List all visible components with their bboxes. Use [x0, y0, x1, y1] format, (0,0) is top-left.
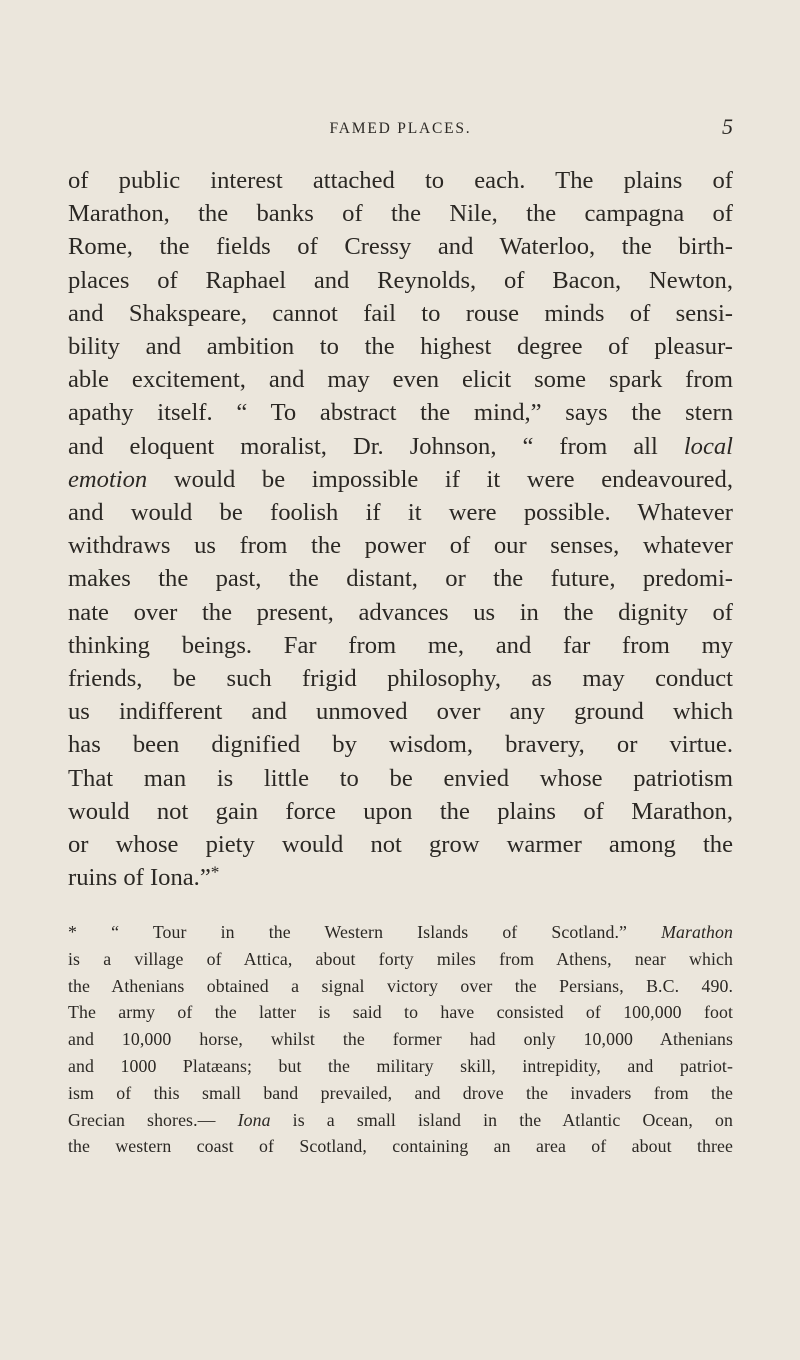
body-line — [68, 197, 733, 230]
body-text: * — [210, 862, 220, 882]
footnote-text: and 1000 Platæans; but the military skill, intrepidity, and patriot- — [68, 1055, 733, 1076]
footnote-line — [68, 973, 733, 1000]
body-line — [68, 164, 733, 197]
body-text: us indifferent and unmoved over any ground which — [68, 698, 733, 726]
footnote-text: * “ Tour in the Western Islands of Scotland.” — [68, 922, 662, 942]
body-line — [68, 430, 733, 463]
body-line — [68, 828, 733, 861]
body-paragraph — [68, 164, 733, 894]
body-text: and Shakspeare, cannot fail to rouse minds of sensi- — [68, 299, 733, 327]
body-text: local — [683, 432, 733, 460]
footnote-text: Grecian shores.— — [68, 1109, 238, 1130]
body-line — [68, 330, 733, 363]
footnote-line — [68, 1133, 733, 1160]
body-text: and would be foolish if it were possible. Whatever — [68, 499, 733, 527]
body-line — [68, 297, 733, 330]
body-text: ruins of Iona.” — [68, 864, 211, 892]
footnote-line — [68, 919, 733, 946]
body-line — [68, 230, 733, 263]
body-text: friends, be such frigid philosophy, as may conduct — [68, 665, 733, 693]
body-line — [68, 762, 733, 795]
running-head-title: FAMED PLACES. — [329, 120, 472, 137]
footnote-line — [68, 1107, 733, 1134]
body-line — [68, 529, 733, 562]
footnote-text: Iona — [237, 1109, 271, 1130]
body-text: emotion — [68, 465, 148, 493]
body-text: makes the past, the distant, or the future, predomi- — [68, 565, 733, 593]
body-text: nate over the present, advances us in the dignity of — [68, 598, 733, 626]
body-line — [68, 396, 733, 429]
body-text: and eloquent moralist, Dr. Johnson, “ from all — [68, 432, 684, 460]
footnote-text: is a village of Attica, about forty miles from Athens, near which — [68, 948, 733, 969]
body-text: Rome, the fields of Cressy and Waterloo, the birth- — [68, 233, 733, 261]
body-text: That man is little to be envied whose patriotism — [68, 764, 733, 792]
body-line — [68, 629, 733, 662]
body-text: able excitement, and may even elicit some spark from — [68, 366, 733, 394]
body-line — [68, 596, 733, 629]
footnote-line — [68, 946, 733, 973]
page-number: 5 — [722, 114, 733, 139]
body-line — [68, 496, 733, 529]
footnote-line — [68, 999, 733, 1026]
body-text: thinking beings. Far from me, and far from my — [68, 631, 733, 659]
body-text: withdraws us from the power of our senses, whatever — [68, 532, 733, 560]
footnote-text: ism of this small band prevailed, and drove the invaders from the — [68, 1082, 733, 1103]
running-head — [68, 114, 733, 145]
footnote-line — [68, 1053, 733, 1080]
body-line — [68, 662, 733, 695]
body-text: would be impossible if it were endeavoured, — [147, 465, 733, 493]
body-line — [68, 463, 733, 496]
body-text: or whose piety would not grow warmer among the — [68, 831, 733, 859]
body-line — [68, 795, 733, 828]
body-text: has been dignified by wisdom, bravery, or virtue. — [68, 731, 733, 759]
body-text: of public interest attached to each. The plains of — [68, 167, 733, 194]
body-line — [68, 861, 733, 894]
footnote-line — [68, 1026, 733, 1053]
footnote-text: the western coast of Scotland, containing an area of about three — [68, 1136, 733, 1157]
body-text: apathy itself. “ To abstract the mind,” says the stern — [68, 399, 733, 427]
footnote-line — [68, 1080, 733, 1107]
footnote-text: is a small island in the Atlantic Ocean, on — [270, 1109, 734, 1130]
body-text: bility and ambition to the highest degree of pleasur- — [68, 333, 733, 361]
footnote — [68, 919, 733, 1160]
body-line — [68, 264, 733, 297]
body-text: Marathon, the banks of the Nile, the campagna of — [68, 200, 733, 228]
footnote-text: The army of the latter is said to have consisted of 100,000 foot — [68, 1002, 733, 1023]
body-line — [68, 363, 733, 396]
footnote-text: Marathon — [661, 922, 733, 942]
body-text: places of Raphael and Reynolds, of Bacon, Newton, — [68, 266, 733, 294]
body-line — [68, 695, 733, 728]
body-line — [68, 562, 733, 595]
body-line — [68, 728, 733, 761]
body-text: would not gain force upon the plains of Marathon, — [68, 797, 733, 825]
footnote-text: and 10,000 horse, whilst the former had only 10,000 Athenians — [68, 1029, 733, 1050]
footnote-text: the Athenians obtained a signal victory over the Persians, B.C. 490. — [68, 975, 733, 996]
